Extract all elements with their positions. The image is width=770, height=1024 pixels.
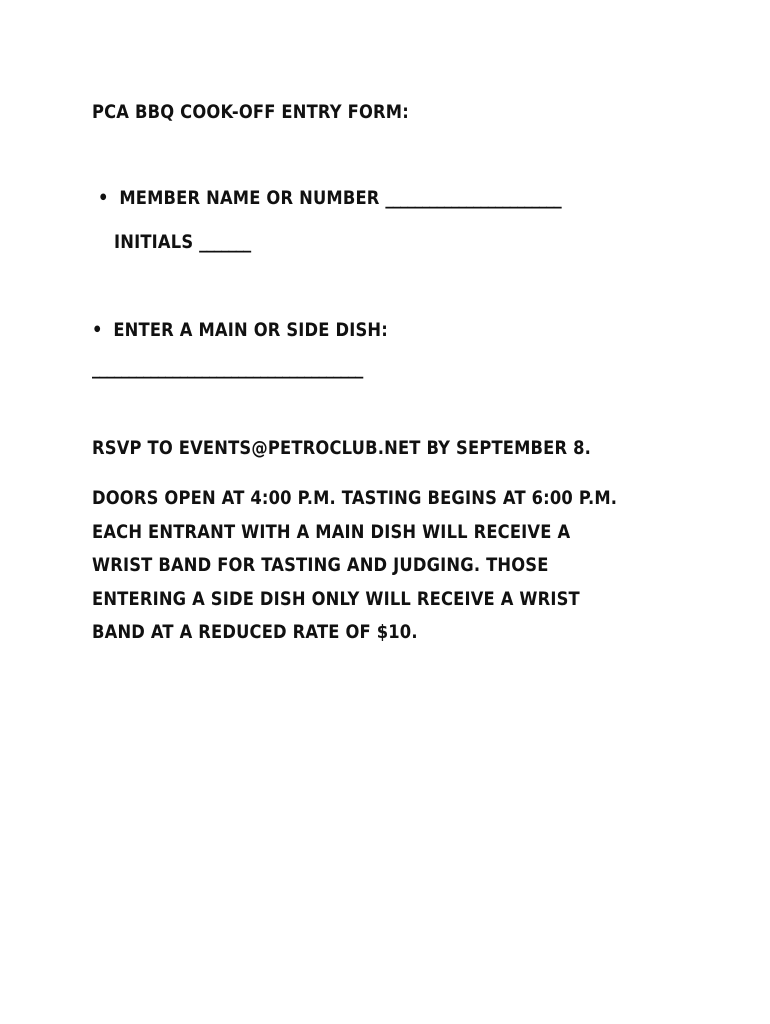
details-line: DOORS OPEN AT 4:00 P.M. TASTING BEGINS AT 6:00 P.M. (92, 487, 618, 509)
dish-blank[interactable]: _____________________________________ (92, 357, 363, 379)
rsvp-text: RSVP TO EVENTS@PETROCLUB.NET BY SEPTEMBER 8. (92, 437, 592, 459)
details-line: EACH ENTRANT WITH A MAIN DISH WILL RECEIVE A (92, 520, 571, 543)
details-line: ENTERING A SIDE DISH ONLY WILL RECEIVE A WRIST (92, 587, 580, 610)
dish-field-row (92, 318, 388, 342)
member-name-blank[interactable]: ________________________ (385, 187, 561, 209)
details-line: BAND AT A REDUCED RATE OF $10. (92, 621, 418, 643)
bullet-icon: • (98, 187, 109, 209)
form-title: PCA BBQ COOK-OFF ENTRY FORM: (92, 101, 409, 123)
initials-label: INITIALS (114, 231, 194, 253)
member-name-label: MEMBER NAME OR NUMBER (119, 187, 380, 209)
dish-label: ENTER A MAIN OR SIDE DISH: (113, 319, 388, 341)
initials-blank[interactable]: _______ (199, 231, 251, 253)
bullet-icon: • (92, 319, 103, 341)
initials-field-row (114, 230, 250, 254)
member-field-row (98, 186, 561, 210)
details-line: WRIST BAND FOR TASTING AND JUDGING. THOSE (92, 554, 549, 576)
event-details (92, 482, 694, 650)
